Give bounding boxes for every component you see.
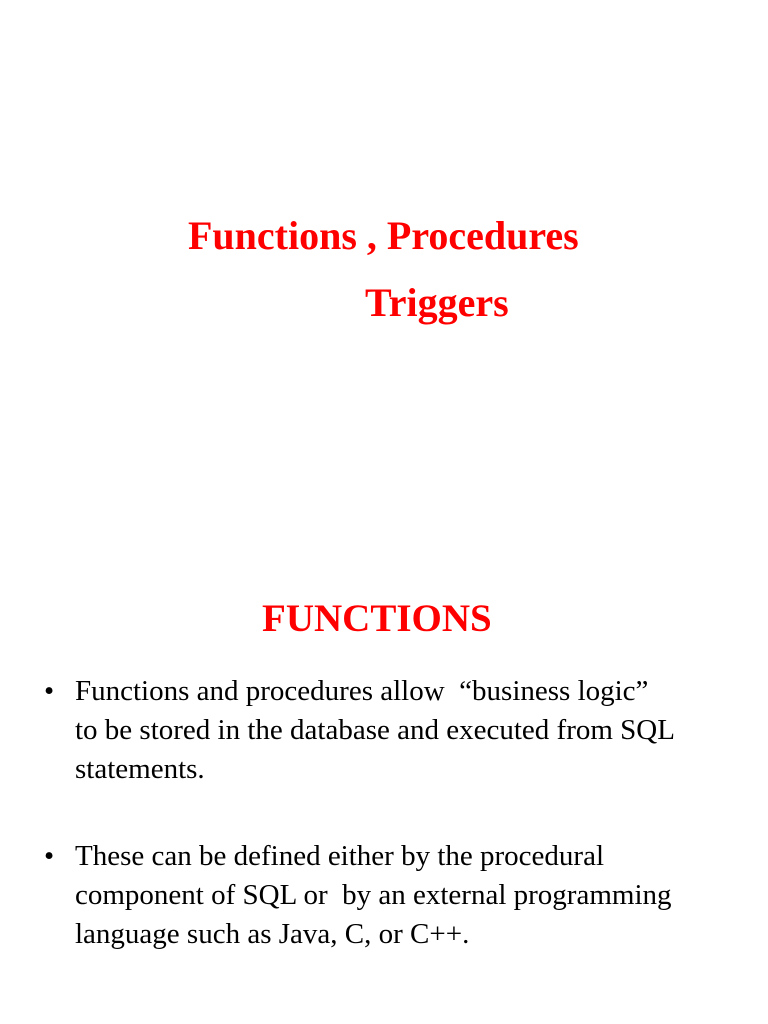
bullet-item-definition [44, 837, 744, 954]
bullet-list [44, 672, 744, 954]
bullet-dot-icon: • [44, 840, 55, 872]
bullet-text-line: statements. [75, 753, 205, 785]
bullet-dot-icon: • [44, 675, 55, 707]
bullet-text-line: to be stored in the database and executed from SQL [75, 714, 675, 746]
bullet-item-business-logic [44, 672, 744, 789]
bullet-text-line: component of SQL or by an external programming [75, 879, 672, 911]
bullet-text-line: language such as Java, C, or C++. [75, 918, 470, 950]
bullet-text-line: These can be defined either by the procedural [75, 840, 604, 872]
bullet-text-line: Functions and procedures allow “business logic” [75, 675, 649, 707]
page-title-line-2: Triggers [365, 280, 509, 325]
page-title-line-1: Functions , Procedures [188, 213, 579, 258]
section-heading: FUNCTIONS [262, 597, 492, 640]
